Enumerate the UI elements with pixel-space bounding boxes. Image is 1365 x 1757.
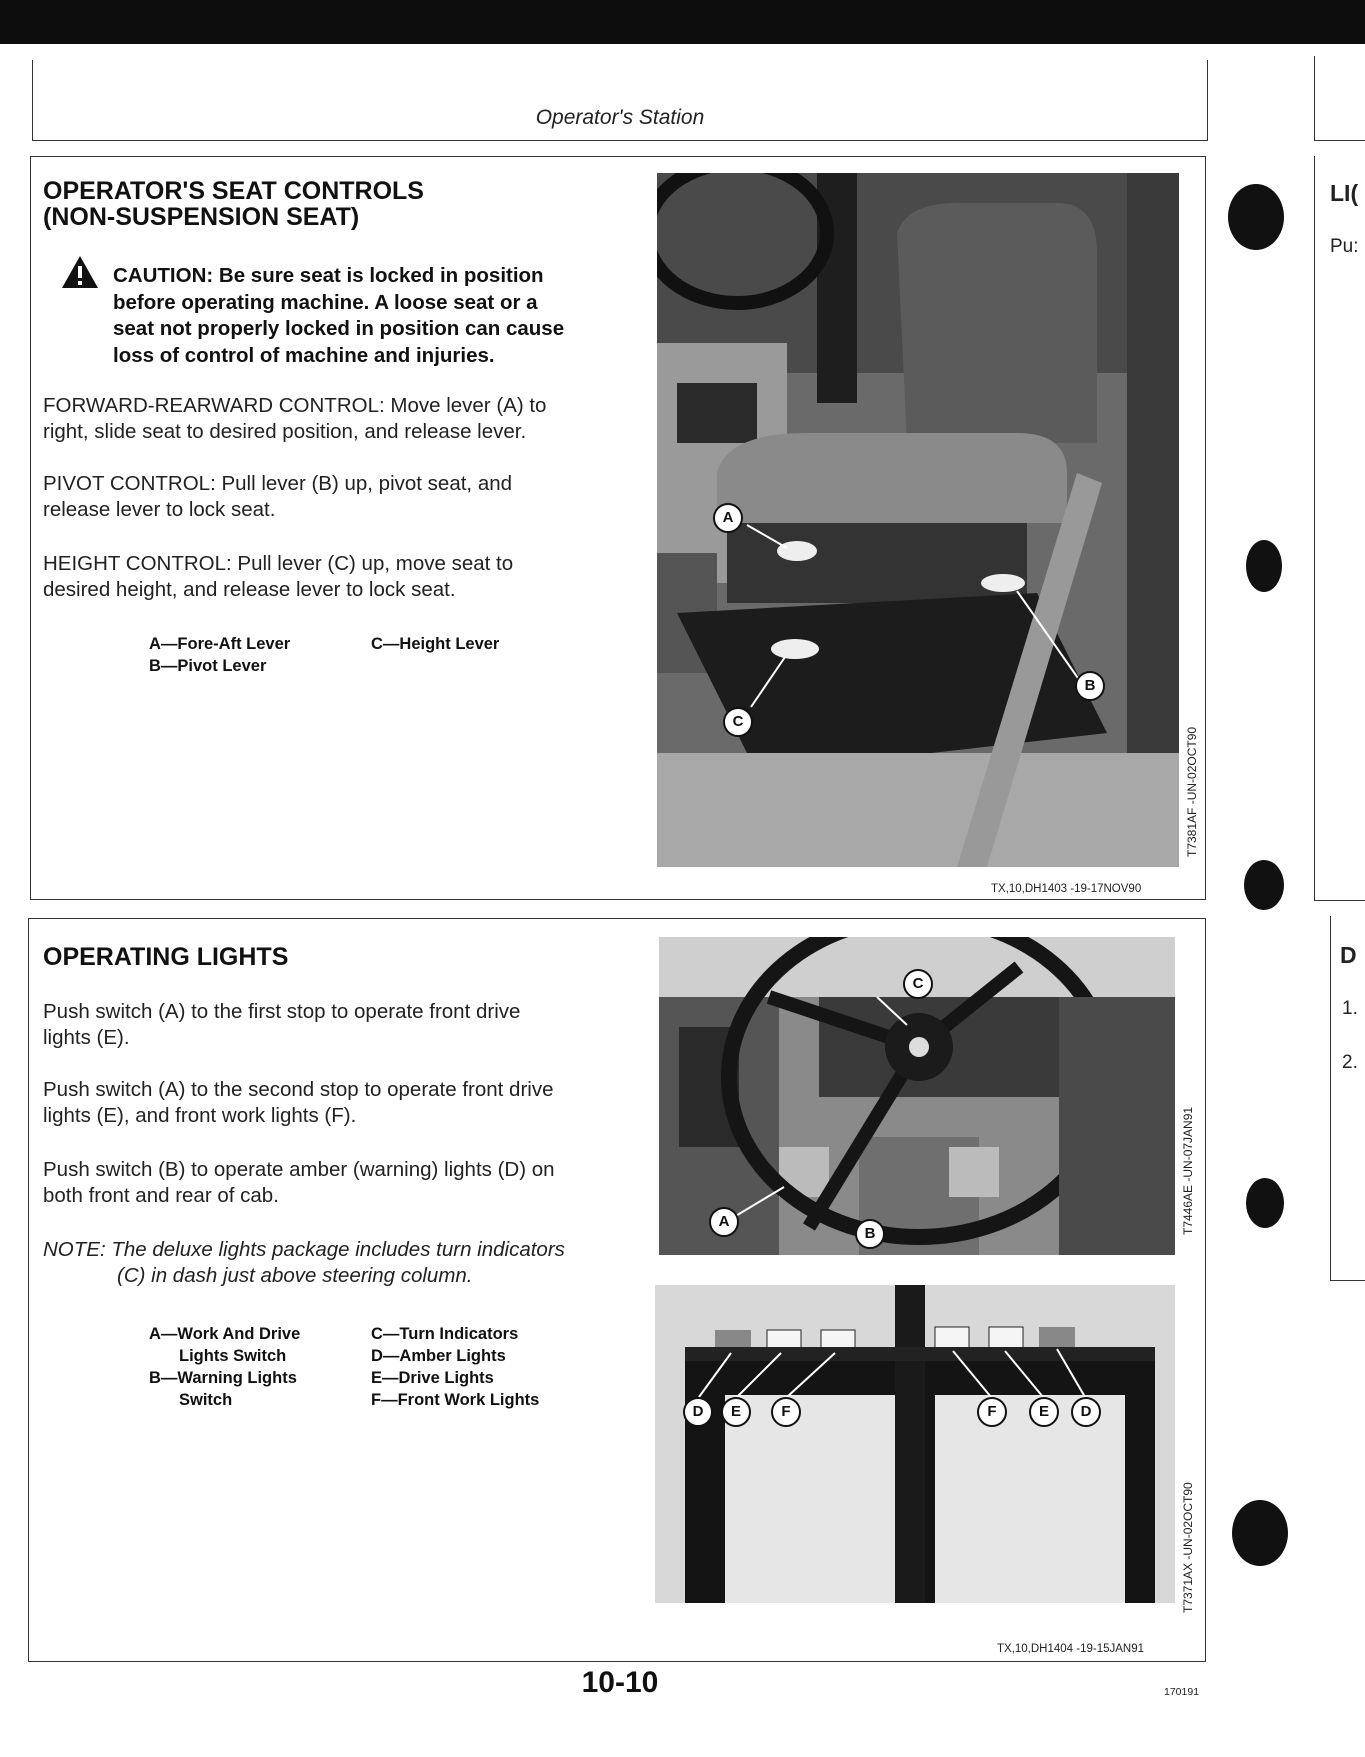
legend-item: B—Warning Lights: [149, 1369, 297, 1387]
legend-item: B—Pivot Lever: [149, 657, 267, 675]
seat-callout-c: C: [723, 707, 753, 737]
seat-photo: [657, 173, 1179, 867]
print-code: 170191: [1164, 1686, 1200, 1698]
page-header: [32, 60, 1208, 141]
lights-footer-code: TX,10,DH1404 -19-15JAN91: [997, 1643, 1145, 1655]
binder-hole: [1244, 860, 1284, 910]
legend-item: C—Height Lever: [371, 635, 500, 653]
caution-line: seat not properly locked in position can cause: [113, 317, 565, 340]
paragraph-line: lights (E).: [43, 1026, 130, 1049]
paragraph-line: right, slide seat to desired position, and release lever.: [43, 420, 527, 443]
adjacent-page-section: [1330, 916, 1365, 1281]
legend-item: D—Amber Lights: [371, 1347, 506, 1365]
adjacent-page-fragment: 2.: [1342, 1052, 1358, 1073]
paragraph-line: Push switch (A) to the second stop to operate front drive: [43, 1078, 554, 1101]
binder-hole: [1246, 1178, 1284, 1228]
adjacent-page-fragment: Pu:: [1330, 236, 1359, 257]
operating-lights-section: [28, 918, 1206, 1662]
header-section-title: Operator's Station: [535, 106, 705, 129]
seat-legend-col1: [149, 633, 290, 677]
cab-lights-photo: [655, 1285, 1175, 1603]
steering-photo-code: T7446AE -UN-07JAN91: [1181, 1106, 1195, 1235]
cab-callout-e-left: E: [721, 1397, 751, 1427]
paragraph-line: HEIGHT CONTROL: Pull lever (C) up, move seat to: [43, 552, 514, 575]
steering-callout-b: B: [855, 1219, 885, 1249]
adjacent-page-header: [1314, 56, 1365, 141]
paragraph-line: Push switch (B) to operate amber (warning) lights (D) on: [43, 1158, 555, 1181]
caution-line: CAUTION: Be sure seat is locked in position: [113, 264, 544, 287]
binder-hole: [1232, 1500, 1288, 1566]
lights-legend-col2: [371, 1323, 539, 1411]
seat-controls-section: [30, 156, 1206, 900]
cab-callout-f-left: F: [771, 1397, 801, 1427]
adjacent-page-fragment: D: [1340, 942, 1357, 968]
seat-callout-a: A: [713, 503, 743, 533]
cab-photo-code: T7371AX -UN-02OCT90: [1181, 1482, 1195, 1613]
seat-title-line1: OPERATOR'S SEAT CONTROLS: [43, 177, 424, 205]
lights-paragraph-2: [43, 1077, 554, 1129]
steering-callout-c: C: [903, 969, 933, 999]
adjacent-page-section: [1314, 156, 1365, 901]
note-line: (C) in dash just above steering column.: [117, 1264, 473, 1287]
warning-triangle-icon: [61, 255, 99, 289]
caution-line: loss of control of machine and injuries.: [113, 343, 495, 367]
caution-line: before operating machine. A loose seat or a: [113, 290, 538, 314]
paragraph-line: desired height, and release lever to lock seat.: [43, 578, 456, 601]
paragraph-line: Push switch (A) to the first stop to operate front drive: [43, 1000, 521, 1023]
paragraph-line: release lever to lock seat.: [43, 498, 276, 521]
adjacent-page-fragment: 1.: [1342, 998, 1358, 1019]
steering-callout-a: A: [709, 1207, 739, 1237]
lights-paragraph-1: [43, 999, 520, 1051]
legend-item: C—Turn Indicators: [371, 1325, 519, 1343]
binder-hole: [1246, 540, 1282, 592]
legend-item: A—Fore-Aft Lever: [149, 635, 291, 653]
legend-item: Lights Switch: [179, 1347, 287, 1365]
legend-item: E—Drive Lights: [371, 1369, 494, 1387]
paragraph-line: lights (E), and front work lights (F).: [43, 1104, 357, 1127]
caution-text: [113, 263, 653, 369]
forward-rearward-paragraph: [43, 393, 546, 445]
legend-item: A—Work And Drive: [149, 1325, 301, 1343]
lights-note: [43, 1237, 565, 1289]
lights-paragraph-3: [43, 1157, 555, 1209]
legend-item: F—Front Work Lights: [371, 1391, 540, 1409]
cab-callout-d-right: D: [1071, 1397, 1101, 1427]
steering-photo: [659, 937, 1175, 1255]
binder-hole: [1228, 184, 1284, 250]
paragraph-line: both front and rear of cab.: [43, 1184, 279, 1207]
seat-photo-code: T7381AF -UN-02OCT90: [1185, 726, 1199, 857]
height-paragraph: [43, 551, 513, 603]
lights-title: OPERATING LIGHTS: [43, 943, 289, 971]
pivot-paragraph: [43, 471, 512, 523]
paragraph-line: PIVOT CONTROL: Pull lever (B) up, pivot seat, and: [43, 472, 513, 495]
seat-title-line2: (NON-SUSPENSION SEAT): [43, 203, 360, 231]
page-number: 10-10: [581, 1666, 659, 1699]
note-label: NOTE:: [43, 1238, 106, 1261]
seat-footer-code: TX,10,DH1403 -19-17NOV90: [991, 883, 1142, 895]
cab-callout-f-right: F: [977, 1397, 1007, 1427]
cab-callout-d-left: D: [683, 1397, 713, 1427]
seat-callout-b: B: [1075, 671, 1105, 701]
note-line: The deluxe lights package includes turn indicators: [111, 1238, 565, 1261]
paragraph-line: FORWARD-REARWARD CONTROL: Move lever (A) to: [43, 394, 547, 417]
cab-callout-e-right: E: [1029, 1397, 1059, 1427]
adjacent-page-fragment: LI(: [1330, 180, 1359, 206]
seat-legend-col2: [371, 633, 499, 655]
scan-top-border: [0, 0, 1365, 44]
legend-item: Switch: [179, 1391, 233, 1409]
lights-legend-col1: [149, 1323, 300, 1411]
